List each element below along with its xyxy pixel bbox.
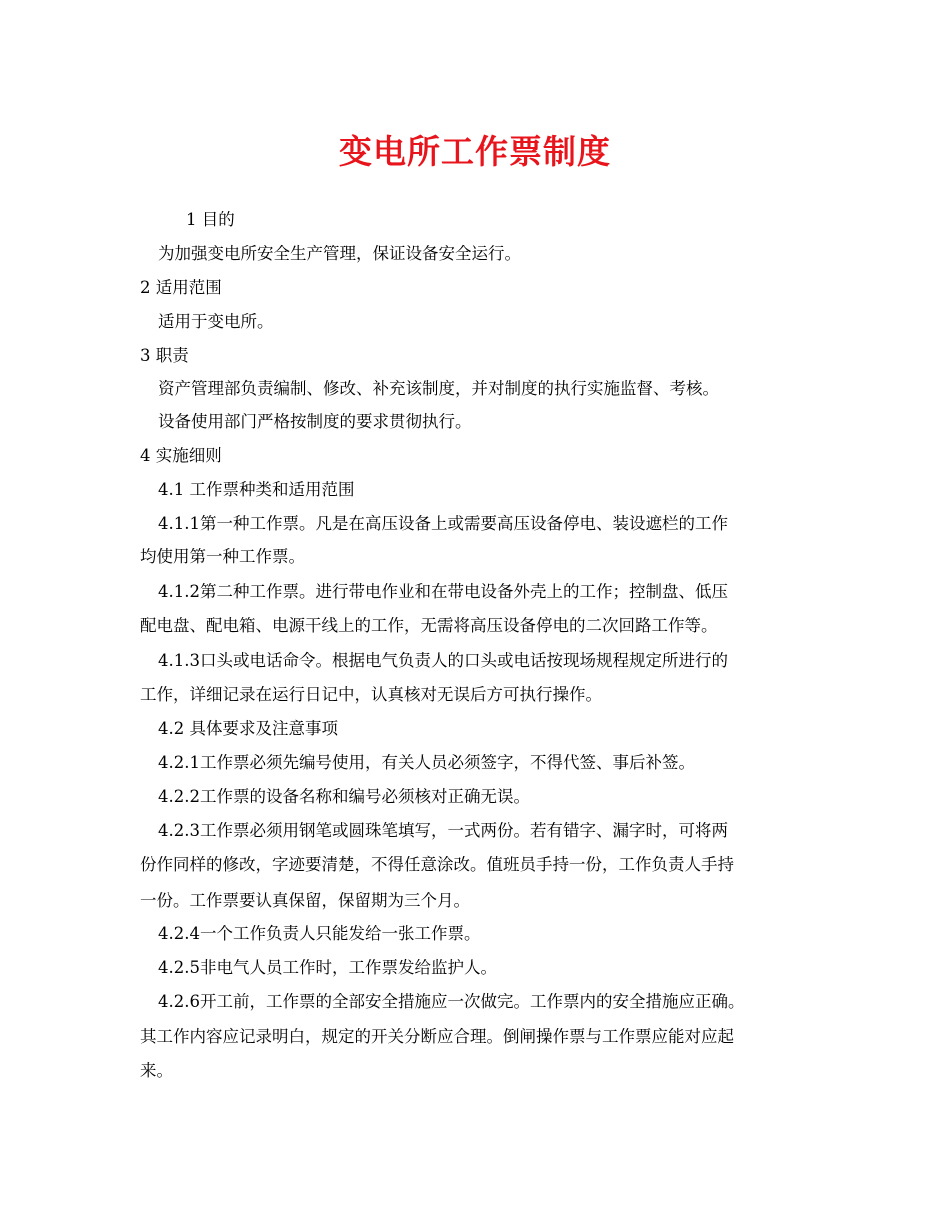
paragraph-line: 4.2.4一个工作负责人只能发给一张工作票。 <box>158 924 481 943</box>
paragraph-line: 设备使用部门严格按制度的要求贯彻执行。 <box>158 412 472 431</box>
paragraph-line: 配电盘、配电箱、电源干线上的工作，无需将高压设备停电的二次回路工作等。 <box>140 616 718 635</box>
section-heading: 1 目的 <box>186 210 235 229</box>
paragraph-line: 其工作内容应记录明白，规定的开关分断应合理。倒闸操作票与工作票应能对应起 <box>140 1027 734 1046</box>
paragraph-line: 4.2.5非电气人员工作时，工作票发给监护人。 <box>158 958 497 977</box>
paragraph-line: 4.1.2第二种工作票。进行带电作业和在带电设备外壳上的工作；控制盘、低压 <box>158 582 728 601</box>
paragraph-line: 4.2.3工作票必须用钢笔或圆珠笔填写，一式两份。若有错字、漏字时，可将两 <box>158 821 728 840</box>
paragraph-line: 4.2.1工作票必须先编号使用，有关人员必须签字，不得代签、事后补签。 <box>158 753 695 772</box>
paragraph-line: 适用于变电所。 <box>158 312 274 331</box>
paragraph-line: 工作，详细记录在运行日记中，认真核对无误后方可执行操作。 <box>140 685 602 704</box>
section-heading: 3 职责 <box>140 346 189 365</box>
paragraph-line: 均使用第一种工作票。 <box>140 547 305 566</box>
section-heading: 4 实施细则 <box>140 446 222 465</box>
paragraph-line: 4.1.3口头或电话命令。根据电气负责人的口头或电话按现场规程规定所进行的 <box>158 651 728 670</box>
paragraph-line: 4.2.6开工前，工作票的全部安全措施应一次做完。工作票内的安全措施应正确。 <box>158 992 745 1011</box>
paragraph-line: 4.1.1第一种工作票。凡是在高压设备上或需要高压设备停电、装设遮栏的工作 <box>158 514 728 533</box>
subsection-heading: 4.1 工作票种类和适用范围 <box>158 480 355 499</box>
paragraph-line: 份作同样的修改，字迹要清楚，不得任意涂改。值班员手持一份，工作负责人手持 <box>140 855 734 874</box>
paragraph-line: 一份。工作票要认真保留，保留期为三个月。 <box>140 891 470 910</box>
paragraph-line: 资产管理部负责编制、修改、补充该制度，并对制度的执行实施监督、考核。 <box>158 379 719 398</box>
subsection-heading: 4.2 具体要求及注意事项 <box>158 719 338 738</box>
section-heading: 2 适用范围 <box>140 278 222 297</box>
paragraph-line: 4.2.2工作票的设备名称和编号必须核对正确无误。 <box>158 787 530 806</box>
paragraph-line: 为加强变电所安全生产管理，保证设备安全运行。 <box>158 244 521 263</box>
document-title: 变电所工作票制度 <box>339 132 611 171</box>
paragraph-line: 来。 <box>140 1061 173 1080</box>
